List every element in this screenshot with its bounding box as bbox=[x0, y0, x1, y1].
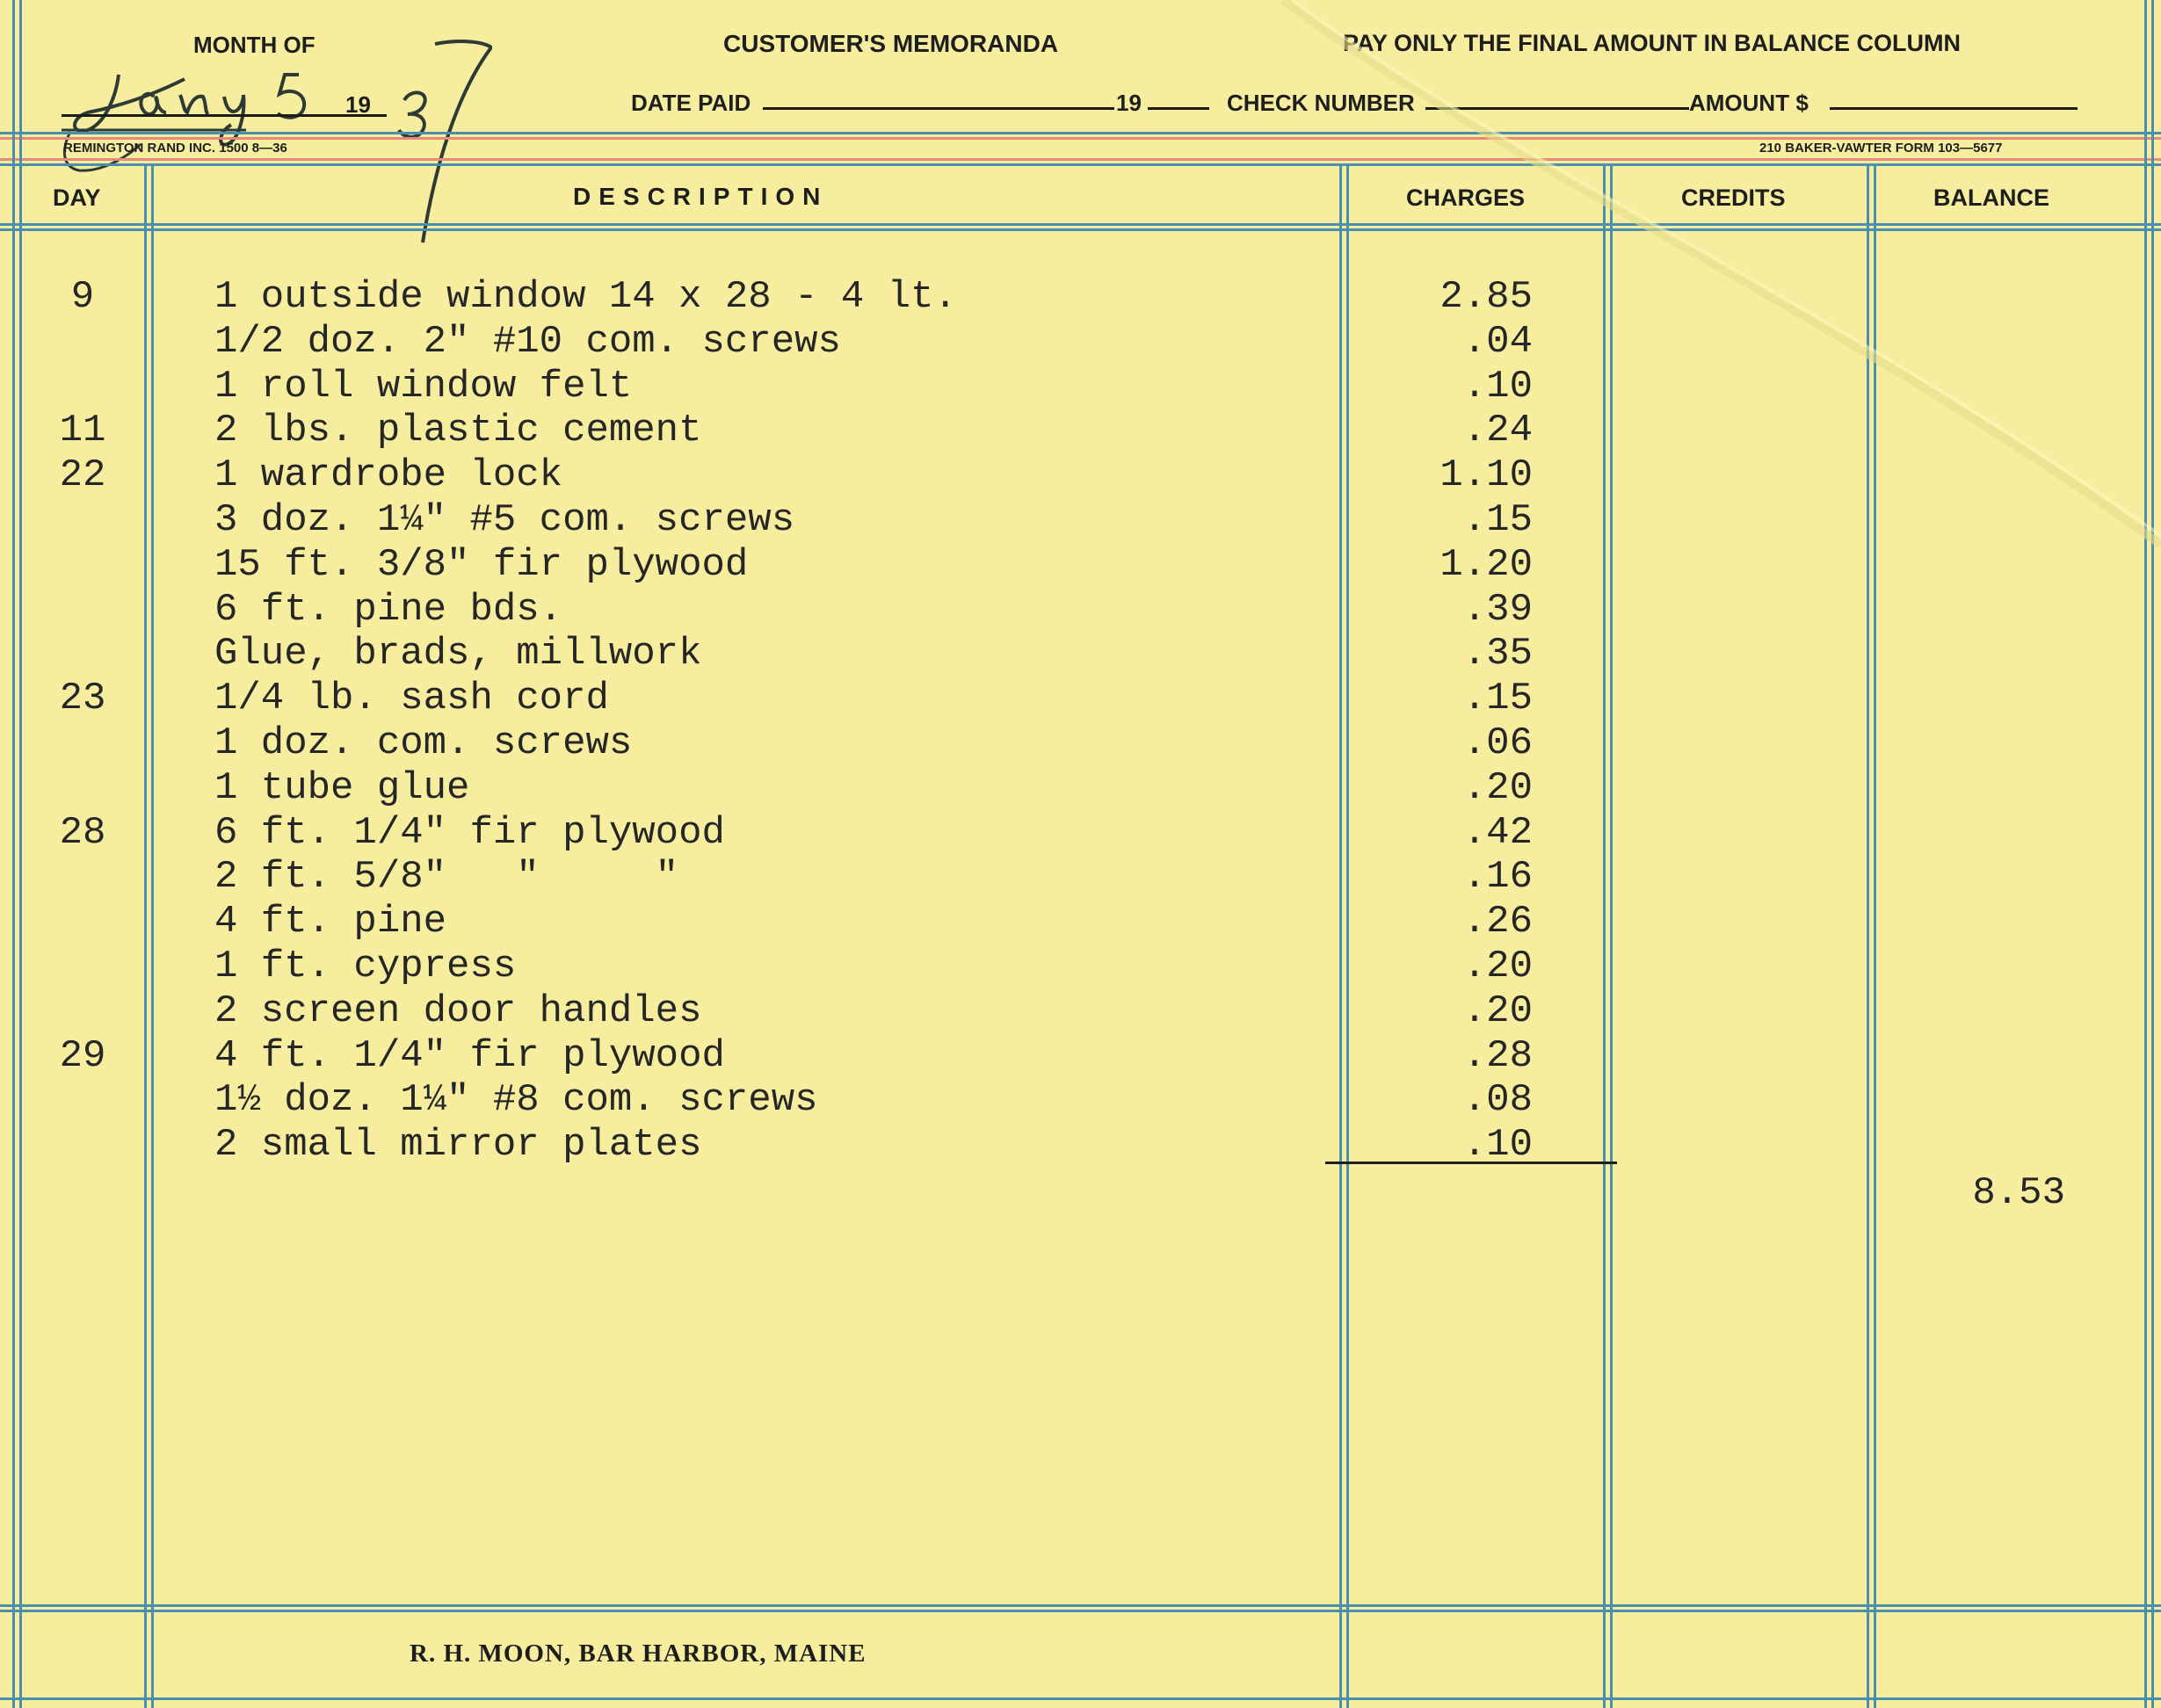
row-charge: .24 bbox=[1462, 409, 1533, 452]
row-description: 2 lbs. plastic cement bbox=[214, 409, 702, 452]
row-description: 1 roll window felt bbox=[214, 365, 633, 409]
column-header-description: DESCRIPTION bbox=[573, 183, 829, 210]
row-day: 23 bbox=[59, 677, 106, 720]
row-charge: 1.20 bbox=[1439, 543, 1533, 587]
row-description: 2 small mirror plates bbox=[214, 1123, 702, 1167]
row-charge: .10 bbox=[1462, 365, 1533, 409]
row-description: Glue, brads, millwork bbox=[214, 632, 702, 676]
row-charge: 2.85 bbox=[1439, 275, 1533, 319]
row-day: 11 bbox=[59, 409, 106, 452]
merchant-footer: R. H. MOON, BAR HARBOR, MAINE bbox=[410, 1639, 867, 1668]
row-description: 4 ft. 1/4" fir plywood bbox=[214, 1034, 725, 1078]
row-charge: .28 bbox=[1462, 1034, 1533, 1078]
row-description: 1 ft. cypress bbox=[214, 944, 517, 988]
row-charge: .04 bbox=[1462, 320, 1533, 364]
row-description: 6 ft. 1/4" fir plywood bbox=[214, 811, 725, 855]
row-description: 3 doz. 1¼" #5 com. screws bbox=[214, 498, 795, 542]
column-header-balance: BALANCE bbox=[1933, 185, 2049, 211]
row-charge: .10 bbox=[1462, 1123, 1533, 1167]
row-day: 28 bbox=[59, 811, 106, 855]
form-code-left: REMINGTON RAND INC. 1500 8—36 bbox=[63, 141, 287, 156]
row-charge: .08 bbox=[1462, 1078, 1533, 1122]
row-description: 1/4 lb. sash cord bbox=[214, 677, 609, 720]
check-number-label: CHECK NUMBER bbox=[1227, 90, 1415, 116]
row-charge: 1.10 bbox=[1439, 453, 1533, 497]
year-prefix: 19 bbox=[345, 91, 371, 118]
row-charge: .15 bbox=[1462, 498, 1533, 542]
row-charge: .06 bbox=[1462, 721, 1533, 765]
row-description: 15 ft. 3/8" fir plywood bbox=[214, 543, 749, 587]
row-charge: .42 bbox=[1462, 811, 1533, 855]
row-charge: .20 bbox=[1462, 766, 1533, 810]
row-day: 9 bbox=[70, 275, 95, 319]
row-description: 1 tube glue bbox=[214, 766, 470, 810]
column-header-credits: CREDITS bbox=[1681, 185, 1786, 211]
date-paid-label: DATE PAID bbox=[631, 90, 751, 116]
row-charge: .20 bbox=[1462, 989, 1533, 1033]
row-charge: .20 bbox=[1462, 944, 1533, 988]
row-description: 1 doz. com. screws bbox=[214, 721, 633, 765]
row-day: 22 bbox=[59, 453, 106, 497]
column-header-day: DAY bbox=[53, 185, 101, 211]
column-header-charges: CHARGES bbox=[1406, 185, 1526, 211]
row-description: 1 outside window 14 x 28 - 4 lt. bbox=[214, 275, 957, 319]
row-charge: .15 bbox=[1462, 677, 1533, 720]
row-charge: .39 bbox=[1462, 588, 1533, 632]
row-description: 1/2 doz. 2" #10 com. screws bbox=[214, 320, 841, 364]
row-charge: .35 bbox=[1462, 632, 1533, 676]
pay-instruction: PAY ONLY THE FINAL AMOUNT IN BALANCE COLUMN bbox=[1343, 30, 1962, 56]
row-description: 1 wardrobe lock bbox=[214, 453, 563, 497]
form-title: CUSTOMER'S MEMORANDA bbox=[723, 30, 1059, 57]
row-description: 2 screen door handles bbox=[214, 989, 702, 1033]
balance-amount: 8.53 bbox=[1972, 1171, 2065, 1215]
row-description: 2 ft. 5/8" " " bbox=[214, 855, 679, 899]
row-charge: .16 bbox=[1462, 855, 1533, 899]
row-description: 6 ft. pine bds. bbox=[214, 588, 563, 632]
row-charge: .26 bbox=[1462, 900, 1533, 944]
amount-label: AMOUNT $ bbox=[1689, 90, 1809, 116]
row-description: 1½ doz. 1¼" #8 com. screws bbox=[214, 1078, 818, 1122]
month-of-label: MONTH OF bbox=[193, 32, 315, 58]
date-paid-year-prefix: 19 bbox=[1116, 90, 1142, 116]
row-description: 4 ft. pine bbox=[214, 900, 447, 944]
row-day: 29 bbox=[59, 1034, 106, 1078]
form-code-right: 210 BAKER-VAWTER FORM 103—5677 bbox=[1759, 141, 2003, 156]
